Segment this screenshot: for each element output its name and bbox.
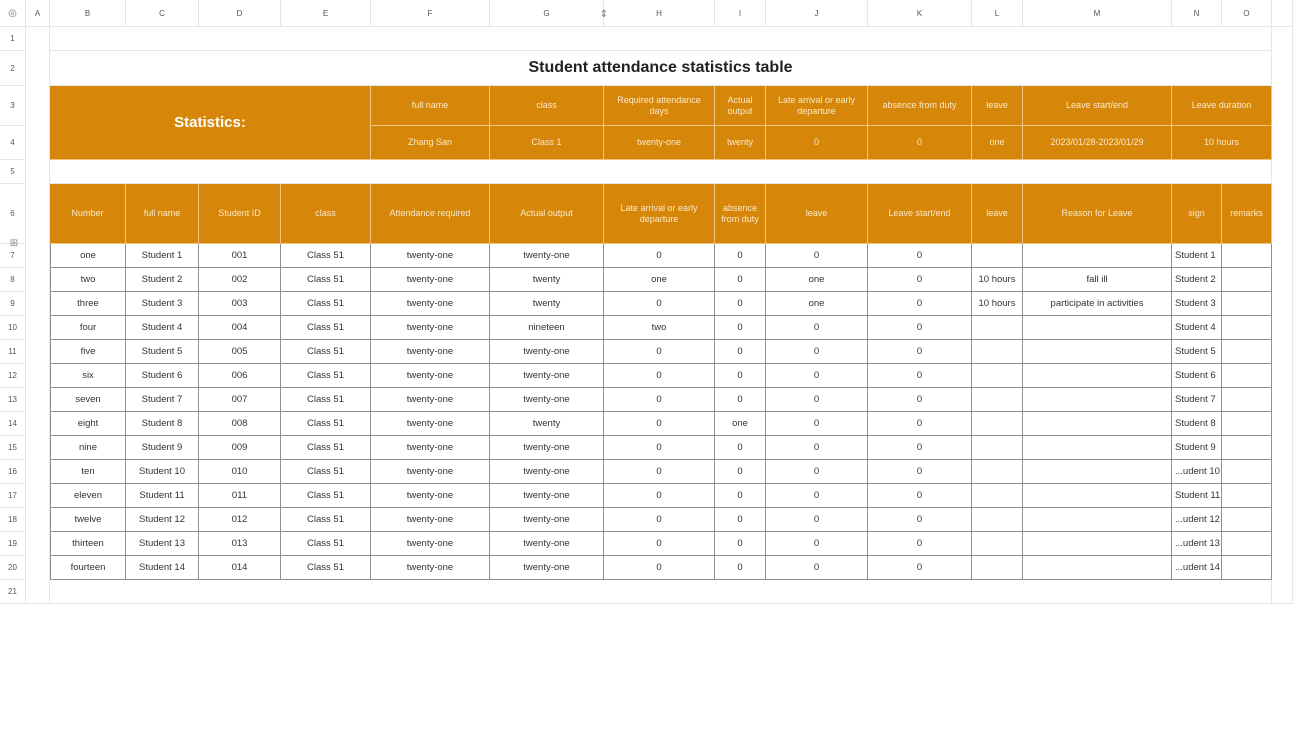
row-header[interactable]: 14 xyxy=(0,412,26,436)
cell-attendance-required[interactable]: twenty-one xyxy=(371,268,490,292)
cell-late-early[interactable]: 0 xyxy=(604,364,715,388)
cell-full-name[interactable]: Student 9 xyxy=(126,436,199,460)
cell-leave[interactable]: one xyxy=(766,268,868,292)
cell-sign[interactable]: Student 7 xyxy=(1172,388,1222,412)
column-header[interactable]: C xyxy=(126,0,199,27)
row-header[interactable]: 6 xyxy=(0,184,26,244)
cell-leave-duration[interactable]: 10 hours xyxy=(972,268,1023,292)
cell-leave-duration[interactable] xyxy=(972,388,1023,412)
cell-reason[interactable]: fall ill xyxy=(1023,268,1172,292)
cell-leave-duration[interactable] xyxy=(972,412,1023,436)
empty-row[interactable] xyxy=(50,27,1272,51)
stats-value-leave-start-end[interactable]: 2023/01/28-2023/01/29 xyxy=(1023,126,1172,160)
cell-reason[interactable] xyxy=(1023,556,1172,580)
table-header-leave-start-end[interactable]: Leave start/end xyxy=(868,184,972,244)
cell-attendance-required[interactable]: twenty-one xyxy=(371,364,490,388)
row-header[interactable]: 19 xyxy=(0,532,26,556)
cell-leave-start-end[interactable]: 0 xyxy=(868,340,972,364)
cell-late-early[interactable]: 0 xyxy=(604,484,715,508)
cell-attendance-required[interactable]: twenty-one xyxy=(371,292,490,316)
cell-reason[interactable] xyxy=(1023,244,1172,268)
cell-full-name[interactable]: Student 6 xyxy=(126,364,199,388)
cell-absence[interactable]: 0 xyxy=(715,436,766,460)
cell-full-name[interactable]: Student 1 xyxy=(126,244,199,268)
row-header[interactable]: 16 xyxy=(0,460,26,484)
cell-full-name[interactable]: Student 10 xyxy=(126,460,199,484)
cell-student-id[interactable]: 004 xyxy=(199,316,281,340)
cell-actual-output[interactable]: twenty-one xyxy=(490,508,604,532)
stats-value-required-days[interactable]: twenty-one xyxy=(604,126,715,160)
cell-number[interactable]: three xyxy=(50,292,126,316)
stats-value-actual-output[interactable]: twenty xyxy=(715,126,766,160)
table-header-remarks[interactable]: remarks xyxy=(1222,184,1272,244)
cell-absence[interactable]: 0 xyxy=(715,508,766,532)
stats-value-absence[interactable]: 0 xyxy=(868,126,972,160)
cell-absence[interactable]: 0 xyxy=(715,388,766,412)
trailing-column-cells[interactable] xyxy=(1272,27,1293,604)
cell-student-id[interactable]: 003 xyxy=(199,292,281,316)
statistics-label[interactable]: Statistics: xyxy=(50,86,371,160)
cell-late-early[interactable]: 0 xyxy=(604,412,715,436)
cell-late-early[interactable]: 0 xyxy=(604,436,715,460)
cell-class[interactable]: Class 51 xyxy=(281,460,371,484)
cell-number[interactable]: seven xyxy=(50,388,126,412)
row-header[interactable]: 5 xyxy=(0,160,26,184)
cell-reason[interactable] xyxy=(1023,508,1172,532)
cell-student-id[interactable]: 014 xyxy=(199,556,281,580)
cell-remarks[interactable] xyxy=(1222,340,1272,364)
cell-leave[interactable]: 0 xyxy=(766,340,868,364)
cell-actual-output[interactable]: twenty-one xyxy=(490,484,604,508)
cell-leave-start-end[interactable]: 0 xyxy=(868,292,972,316)
cell-absence[interactable]: 0 xyxy=(715,556,766,580)
column-header[interactable]: G xyxy=(490,0,604,27)
cell-class[interactable]: Class 51 xyxy=(281,340,371,364)
cell-absence[interactable]: 0 xyxy=(715,532,766,556)
cell-absence[interactable]: 0 xyxy=(715,340,766,364)
cell-actual-output[interactable]: nineteen xyxy=(490,316,604,340)
cell-reason[interactable] xyxy=(1023,436,1172,460)
stats-header-required-days[interactable]: Required attendance days xyxy=(604,86,715,126)
cell-remarks[interactable] xyxy=(1222,388,1272,412)
table-header-leave-duration[interactable]: leave xyxy=(972,184,1023,244)
cell-class[interactable]: Class 51 xyxy=(281,508,371,532)
cell-late-early[interactable]: 0 xyxy=(604,556,715,580)
cell-leave[interactable]: 0 xyxy=(766,532,868,556)
column-header[interactable]: L xyxy=(972,0,1023,27)
cell-number[interactable]: four xyxy=(50,316,126,340)
cell-student-id[interactable]: 002 xyxy=(199,268,281,292)
cell-sign[interactable]: Student 11 xyxy=(1172,484,1222,508)
cell-late-early[interactable]: one xyxy=(604,268,715,292)
cell-full-name[interactable]: Student 3 xyxy=(126,292,199,316)
cell-leave-duration[interactable] xyxy=(972,340,1023,364)
table-header-late-early[interactable]: Late arrival or early departure xyxy=(604,184,715,244)
column-header[interactable]: H xyxy=(604,0,715,27)
cell-late-early[interactable]: 0 xyxy=(604,340,715,364)
cell-leave[interactable]: 0 xyxy=(766,556,868,580)
cell-class[interactable]: Class 51 xyxy=(281,316,371,340)
cell-actual-output[interactable]: twenty-one xyxy=(490,388,604,412)
cell-attendance-required[interactable]: twenty-one xyxy=(371,460,490,484)
cell-reason[interactable] xyxy=(1023,388,1172,412)
cell-full-name[interactable]: Student 2 xyxy=(126,268,199,292)
cell-remarks[interactable] xyxy=(1222,316,1272,340)
cell-class[interactable]: Class 51 xyxy=(281,484,371,508)
cell-leave-duration[interactable] xyxy=(972,364,1023,388)
cell-attendance-required[interactable]: twenty-one xyxy=(371,340,490,364)
row-header[interactable]: 15 xyxy=(0,436,26,460)
cell-student-id[interactable]: 009 xyxy=(199,436,281,460)
table-header-number[interactable]: Number xyxy=(50,184,126,244)
row-header[interactable]: 3 xyxy=(0,86,26,126)
row-header[interactable]: 1 xyxy=(0,27,26,51)
row-header[interactable]: 13 xyxy=(0,388,26,412)
column-header[interactable]: F xyxy=(371,0,490,27)
cell-sign[interactable]: ...udent 14 xyxy=(1172,556,1222,580)
cell-actual-output[interactable]: twenty-one xyxy=(490,460,604,484)
stats-value-late-early[interactable]: 0 xyxy=(766,126,868,160)
cell-leave-start-end[interactable]: 0 xyxy=(868,532,972,556)
cell-leave-start-end[interactable]: 0 xyxy=(868,388,972,412)
eye-icon[interactable]: ◎ xyxy=(0,0,26,27)
cell-reason[interactable] xyxy=(1023,460,1172,484)
cell-remarks[interactable] xyxy=(1222,244,1272,268)
row-header[interactable]: 11 xyxy=(0,340,26,364)
cell-student-id[interactable]: 012 xyxy=(199,508,281,532)
row-header[interactable]: 17 xyxy=(0,484,26,508)
row-header[interactable]: 9 xyxy=(0,292,26,316)
empty-row[interactable] xyxy=(50,580,1272,604)
table-header-leave[interactable]: leave xyxy=(766,184,868,244)
cell-leave[interactable]: 0 xyxy=(766,460,868,484)
table-header-actual-output[interactable]: Actual output xyxy=(490,184,604,244)
table-header-class[interactable]: class xyxy=(281,184,371,244)
cell-late-early[interactable]: 0 xyxy=(604,388,715,412)
cell-absence[interactable]: 0 xyxy=(715,364,766,388)
cell-attendance-required[interactable]: twenty-one xyxy=(371,244,490,268)
table-header-sign[interactable]: sign xyxy=(1172,184,1222,244)
cell-student-id[interactable]: 007 xyxy=(199,388,281,412)
column-header[interactable]: K xyxy=(868,0,972,27)
cell-number[interactable]: thirteen xyxy=(50,532,126,556)
column-header[interactable]: O xyxy=(1222,0,1272,27)
stats-header-leave[interactable]: leave xyxy=(972,86,1023,126)
cell-number[interactable]: ten xyxy=(50,460,126,484)
cell-attendance-required[interactable]: twenty-one xyxy=(371,508,490,532)
column-header[interactable]: D xyxy=(199,0,281,27)
cell-leave-duration[interactable] xyxy=(972,316,1023,340)
cell-student-id[interactable]: 006 xyxy=(199,364,281,388)
row-header[interactable]: 8 xyxy=(0,268,26,292)
cell-attendance-required[interactable]: twenty-one xyxy=(371,412,490,436)
row-header[interactable]: 7 xyxy=(0,244,26,268)
cell-sign[interactable]: Student 2 xyxy=(1172,268,1222,292)
cell-leave-start-end[interactable]: 0 xyxy=(868,268,972,292)
column-a-cells[interactable] xyxy=(26,27,50,604)
cell-actual-output[interactable]: twenty-one xyxy=(490,436,604,460)
cell-actual-output[interactable]: twenty xyxy=(490,412,604,436)
cell-full-name[interactable]: Student 12 xyxy=(126,508,199,532)
stats-header-absence[interactable]: absence from duty xyxy=(868,86,972,126)
stats-header-leave-start-end[interactable]: Leave start/end xyxy=(1023,86,1172,126)
cell-late-early[interactable]: 0 xyxy=(604,460,715,484)
row-drag-icon[interactable]: ⊞ xyxy=(9,238,19,249)
cell-actual-output[interactable]: twenty-one xyxy=(490,364,604,388)
stats-value-full-name[interactable]: Zhang San xyxy=(371,126,490,160)
cell-leave[interactable]: 0 xyxy=(766,508,868,532)
cell-student-id[interactable]: 001 xyxy=(199,244,281,268)
column-header[interactable]: M xyxy=(1023,0,1172,27)
cell-late-early[interactable]: two xyxy=(604,316,715,340)
column-header[interactable]: E xyxy=(281,0,371,27)
cell-remarks[interactable] xyxy=(1222,460,1272,484)
row-header[interactable]: 10 xyxy=(0,316,26,340)
cell-attendance-required[interactable]: twenty-one xyxy=(371,484,490,508)
cell-reason[interactable] xyxy=(1023,316,1172,340)
stats-header-full-name[interactable]: full name xyxy=(371,86,490,126)
empty-row[interactable] xyxy=(50,160,1272,184)
cell-absence[interactable]: 0 xyxy=(715,244,766,268)
cell-remarks[interactable] xyxy=(1222,268,1272,292)
cell-leave-start-end[interactable]: 0 xyxy=(868,316,972,340)
cell-remarks[interactable] xyxy=(1222,436,1272,460)
column-header[interactable]: B xyxy=(50,0,126,27)
cell-student-id[interactable]: 013 xyxy=(199,532,281,556)
cell-leave-start-end[interactable]: 0 xyxy=(868,244,972,268)
cell-student-id[interactable]: 005 xyxy=(199,340,281,364)
table-header-absence[interactable]: absence from duty xyxy=(715,184,766,244)
row-header[interactable]: 21 xyxy=(0,580,26,604)
column-resize-icon[interactable]: ⇕ xyxy=(599,9,609,20)
cell-actual-output[interactable]: twenty-one xyxy=(490,244,604,268)
cell-full-name[interactable]: Student 5 xyxy=(126,340,199,364)
cell-reason[interactable] xyxy=(1023,532,1172,556)
cell-actual-output[interactable]: twenty-one xyxy=(490,340,604,364)
cell-absence[interactable]: 0 xyxy=(715,268,766,292)
stats-header-actual-output[interactable]: Actual output xyxy=(715,86,766,126)
cell-remarks[interactable] xyxy=(1222,364,1272,388)
cell-leave-start-end[interactable]: 0 xyxy=(868,364,972,388)
cell-class[interactable]: Class 51 xyxy=(281,436,371,460)
cell-number[interactable]: six xyxy=(50,364,126,388)
table-header-student-id[interactable]: Student ID xyxy=(199,184,281,244)
cell-actual-output[interactable]: twenty-one xyxy=(490,556,604,580)
cell-leave[interactable]: 0 xyxy=(766,412,868,436)
cell-sign[interactable]: Student 5 xyxy=(1172,340,1222,364)
cell-actual-output[interactable]: twenty-one xyxy=(490,532,604,556)
cell-number[interactable]: five xyxy=(50,340,126,364)
cell-sign[interactable]: Student 1 xyxy=(1172,244,1222,268)
cell-number[interactable]: nine xyxy=(50,436,126,460)
cell-late-early[interactable]: 0 xyxy=(604,508,715,532)
row-header[interactable]: 18 xyxy=(0,508,26,532)
row-header[interactable]: 20 xyxy=(0,556,26,580)
cell-remarks[interactable] xyxy=(1222,292,1272,316)
cell-full-name[interactable]: Student 4 xyxy=(126,316,199,340)
cell-leave-duration[interactable] xyxy=(972,484,1023,508)
row-header[interactable]: 2 xyxy=(0,51,26,86)
cell-class[interactable]: Class 51 xyxy=(281,244,371,268)
cell-absence[interactable]: 0 xyxy=(715,292,766,316)
cell-late-early[interactable]: 0 xyxy=(604,244,715,268)
cell-class[interactable]: Class 51 xyxy=(281,388,371,412)
cell-late-early[interactable]: 0 xyxy=(604,292,715,316)
stats-value-class[interactable]: Class 1 xyxy=(490,126,604,160)
cell-attendance-required[interactable]: twenty-one xyxy=(371,532,490,556)
cell-leave-duration[interactable] xyxy=(972,436,1023,460)
row-header[interactable]: 12 xyxy=(0,364,26,388)
cell-absence[interactable]: one xyxy=(715,412,766,436)
cell-leave[interactable]: 0 xyxy=(766,388,868,412)
cell-leave[interactable]: 0 xyxy=(766,316,868,340)
cell-remarks[interactable] xyxy=(1222,508,1272,532)
cell-reason[interactable]: participate in activities xyxy=(1023,292,1172,316)
cell-full-name[interactable]: Student 14 xyxy=(126,556,199,580)
column-header-empty xyxy=(1272,0,1293,27)
cell-leave-duration[interactable] xyxy=(972,460,1023,484)
stats-header-class[interactable]: class xyxy=(490,86,604,126)
cell-full-name[interactable]: Student 13 xyxy=(126,532,199,556)
stats-value-leave[interactable]: one xyxy=(972,126,1023,160)
cell-number[interactable]: two xyxy=(50,268,126,292)
cell-reason[interactable] xyxy=(1023,412,1172,436)
column-header[interactable]: A xyxy=(26,0,50,27)
cell-leave-duration[interactable] xyxy=(972,508,1023,532)
cell-late-early[interactable]: 0 xyxy=(604,532,715,556)
table-header-full-name[interactable]: full name xyxy=(126,184,199,244)
cell-number[interactable]: one xyxy=(50,244,126,268)
cell-full-name[interactable]: Student 8 xyxy=(126,412,199,436)
cell-leave[interactable]: 0 xyxy=(766,244,868,268)
cell-leave-duration[interactable]: 10 hours xyxy=(972,292,1023,316)
cell-leave-start-end[interactable]: 0 xyxy=(868,436,972,460)
cell-sign[interactable]: Student 6 xyxy=(1172,364,1222,388)
stats-header-leave-duration[interactable]: Leave duration xyxy=(1172,86,1272,126)
cell-leave-duration[interactable] xyxy=(972,244,1023,268)
cell-attendance-required[interactable]: twenty-one xyxy=(371,388,490,412)
cell-absence[interactable]: 0 xyxy=(715,484,766,508)
cell-number[interactable]: eight xyxy=(50,412,126,436)
cell-class[interactable]: Class 51 xyxy=(281,268,371,292)
cell-leave-start-end[interactable]: 0 xyxy=(868,484,972,508)
cell-leave-start-end[interactable]: 0 xyxy=(868,412,972,436)
cell-class[interactable]: Class 51 xyxy=(281,556,371,580)
cell-absence[interactable]: 0 xyxy=(715,460,766,484)
cell-remarks[interactable] xyxy=(1222,532,1272,556)
cell-actual-output[interactable]: twenty xyxy=(490,292,604,316)
table-header-attendance-required[interactable]: Attendance required xyxy=(371,184,490,244)
cell-leave[interactable]: one xyxy=(766,292,868,316)
cell-leave-start-end[interactable]: 0 xyxy=(868,556,972,580)
cell-sign[interactable]: ...udent 12 xyxy=(1172,508,1222,532)
row-header[interactable]: 4 xyxy=(0,126,26,160)
column-header[interactable]: J xyxy=(766,0,868,27)
cell-full-name[interactable]: Student 7 xyxy=(126,388,199,412)
table-header-reason[interactable]: Reason for Leave xyxy=(1023,184,1172,244)
cell-reason[interactable] xyxy=(1023,340,1172,364)
cell-attendance-required[interactable]: twenty-one xyxy=(371,436,490,460)
cell-leave-duration[interactable] xyxy=(972,532,1023,556)
cell-sign[interactable]: Student 8 xyxy=(1172,412,1222,436)
cell-sign[interactable]: Student 9 xyxy=(1172,436,1222,460)
stats-header-late-early[interactable]: Late arrival or early departure xyxy=(766,86,868,126)
cell-sign[interactable]: ...udent 10 xyxy=(1172,460,1222,484)
cell-class[interactable]: Class 51 xyxy=(281,412,371,436)
column-header[interactable]: N xyxy=(1172,0,1222,27)
cell-attendance-required[interactable]: twenty-one xyxy=(371,316,490,340)
cell-remarks[interactable] xyxy=(1222,484,1272,508)
cell-sign[interactable]: Student 4 xyxy=(1172,316,1222,340)
stats-value-leave-duration[interactable]: 10 hours xyxy=(1172,126,1272,160)
cell-leave-start-end[interactable]: 0 xyxy=(868,508,972,532)
cell-reason[interactable] xyxy=(1023,484,1172,508)
cell-remarks[interactable] xyxy=(1222,556,1272,580)
cell-class[interactable]: Class 51 xyxy=(281,364,371,388)
cell-leave[interactable]: 0 xyxy=(766,436,868,460)
cell-number[interactable]: twelve xyxy=(50,508,126,532)
cell-number[interactable]: fourteen xyxy=(50,556,126,580)
cell-student-id[interactable]: 008 xyxy=(199,412,281,436)
cell-absence[interactable]: 0 xyxy=(715,316,766,340)
cell-class[interactable]: Class 51 xyxy=(281,292,371,316)
cell-actual-output[interactable]: twenty xyxy=(490,268,604,292)
cell-leave[interactable]: 0 xyxy=(766,484,868,508)
cell-sign[interactable]: Student 3 xyxy=(1172,292,1222,316)
cell-leave-duration[interactable] xyxy=(972,556,1023,580)
cell-leave[interactable]: 0 xyxy=(766,364,868,388)
cell-leave-start-end[interactable]: 0 xyxy=(868,460,972,484)
sheet-title[interactable]: Student attendance statistics table xyxy=(50,51,1272,86)
cell-remarks[interactable] xyxy=(1222,412,1272,436)
cell-full-name[interactable]: Student 11 xyxy=(126,484,199,508)
cell-reason[interactable] xyxy=(1023,364,1172,388)
cell-attendance-required[interactable]: twenty-one xyxy=(371,556,490,580)
column-header[interactable]: I xyxy=(715,0,766,27)
cell-sign[interactable]: ...udent 13 xyxy=(1172,532,1222,556)
cell-number[interactable]: eleven xyxy=(50,484,126,508)
cell-student-id[interactable]: 010 xyxy=(199,460,281,484)
cell-student-id[interactable]: 011 xyxy=(199,484,281,508)
cell-class[interactable]: Class 51 xyxy=(281,532,371,556)
